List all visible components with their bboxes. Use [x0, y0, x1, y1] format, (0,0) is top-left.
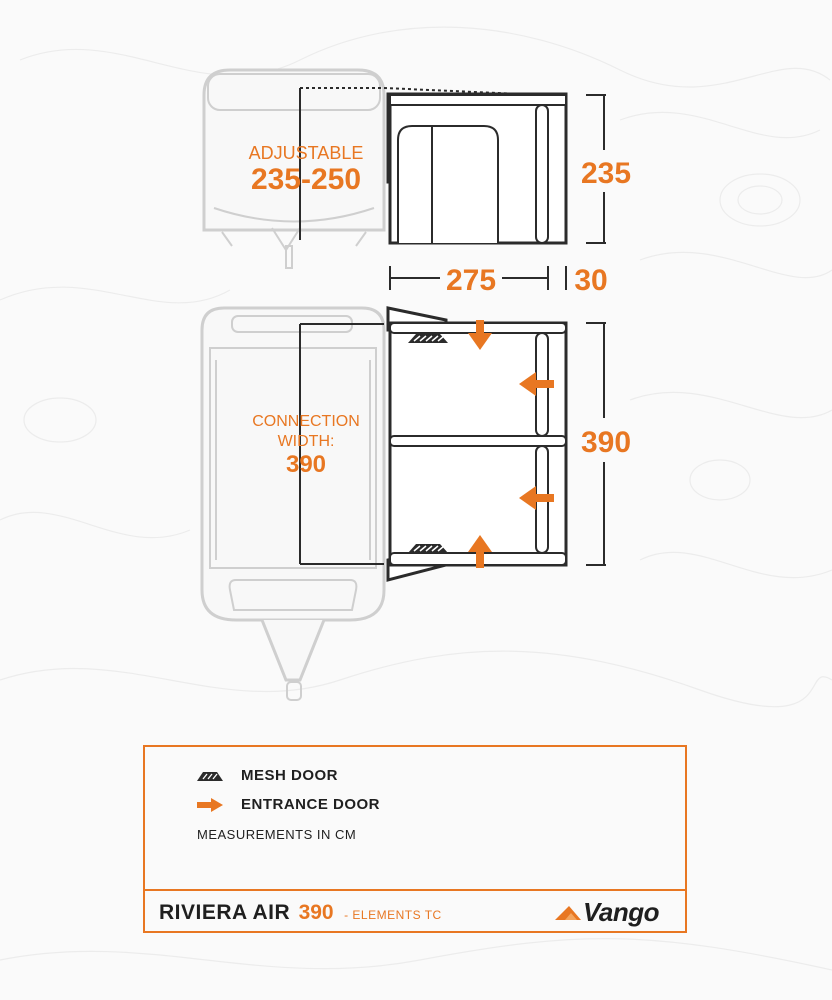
- connection-value: 390: [285, 451, 327, 478]
- caravan-plan-view: [202, 308, 384, 700]
- legend-divider: [145, 889, 685, 891]
- product-subtitle: - ELEMENTS TC: [344, 908, 442, 922]
- connection-label-1: CONNECTION: [252, 413, 360, 430]
- brand-name: Vango: [583, 897, 659, 927]
- measurements-note: MEASUREMENTS IN CM: [197, 827, 357, 842]
- legend-mesh-door: [197, 767, 338, 784]
- legend-entrance-door: [197, 796, 380, 813]
- entrance-arrow-icon: [197, 798, 223, 812]
- brand-mountain-icon: [555, 906, 581, 920]
- adjustable-label: ADJUSTABLE: [248, 143, 364, 163]
- extension-dimension: 30: [574, 264, 608, 297]
- legend-box: [143, 745, 687, 933]
- product-model: 390: [298, 901, 334, 924]
- width-dimension: 275: [445, 264, 497, 297]
- brand-logo: [555, 897, 659, 928]
- adjustable-value: 235-250: [250, 163, 362, 196]
- awning-plan: [388, 308, 566, 580]
- height-dimension: 235: [580, 157, 632, 190]
- mesh-door-icon: [197, 770, 223, 782]
- connection-label-2: WIDTH:: [277, 433, 335, 450]
- length-dimension: 390: [580, 426, 632, 459]
- product-name: RIVIERA AIR: [159, 901, 291, 924]
- product-title: [159, 901, 442, 925]
- mesh-door-label: MESH DOOR: [241, 767, 339, 784]
- entrance-door-label: ENTRANCE DOOR: [241, 796, 381, 813]
